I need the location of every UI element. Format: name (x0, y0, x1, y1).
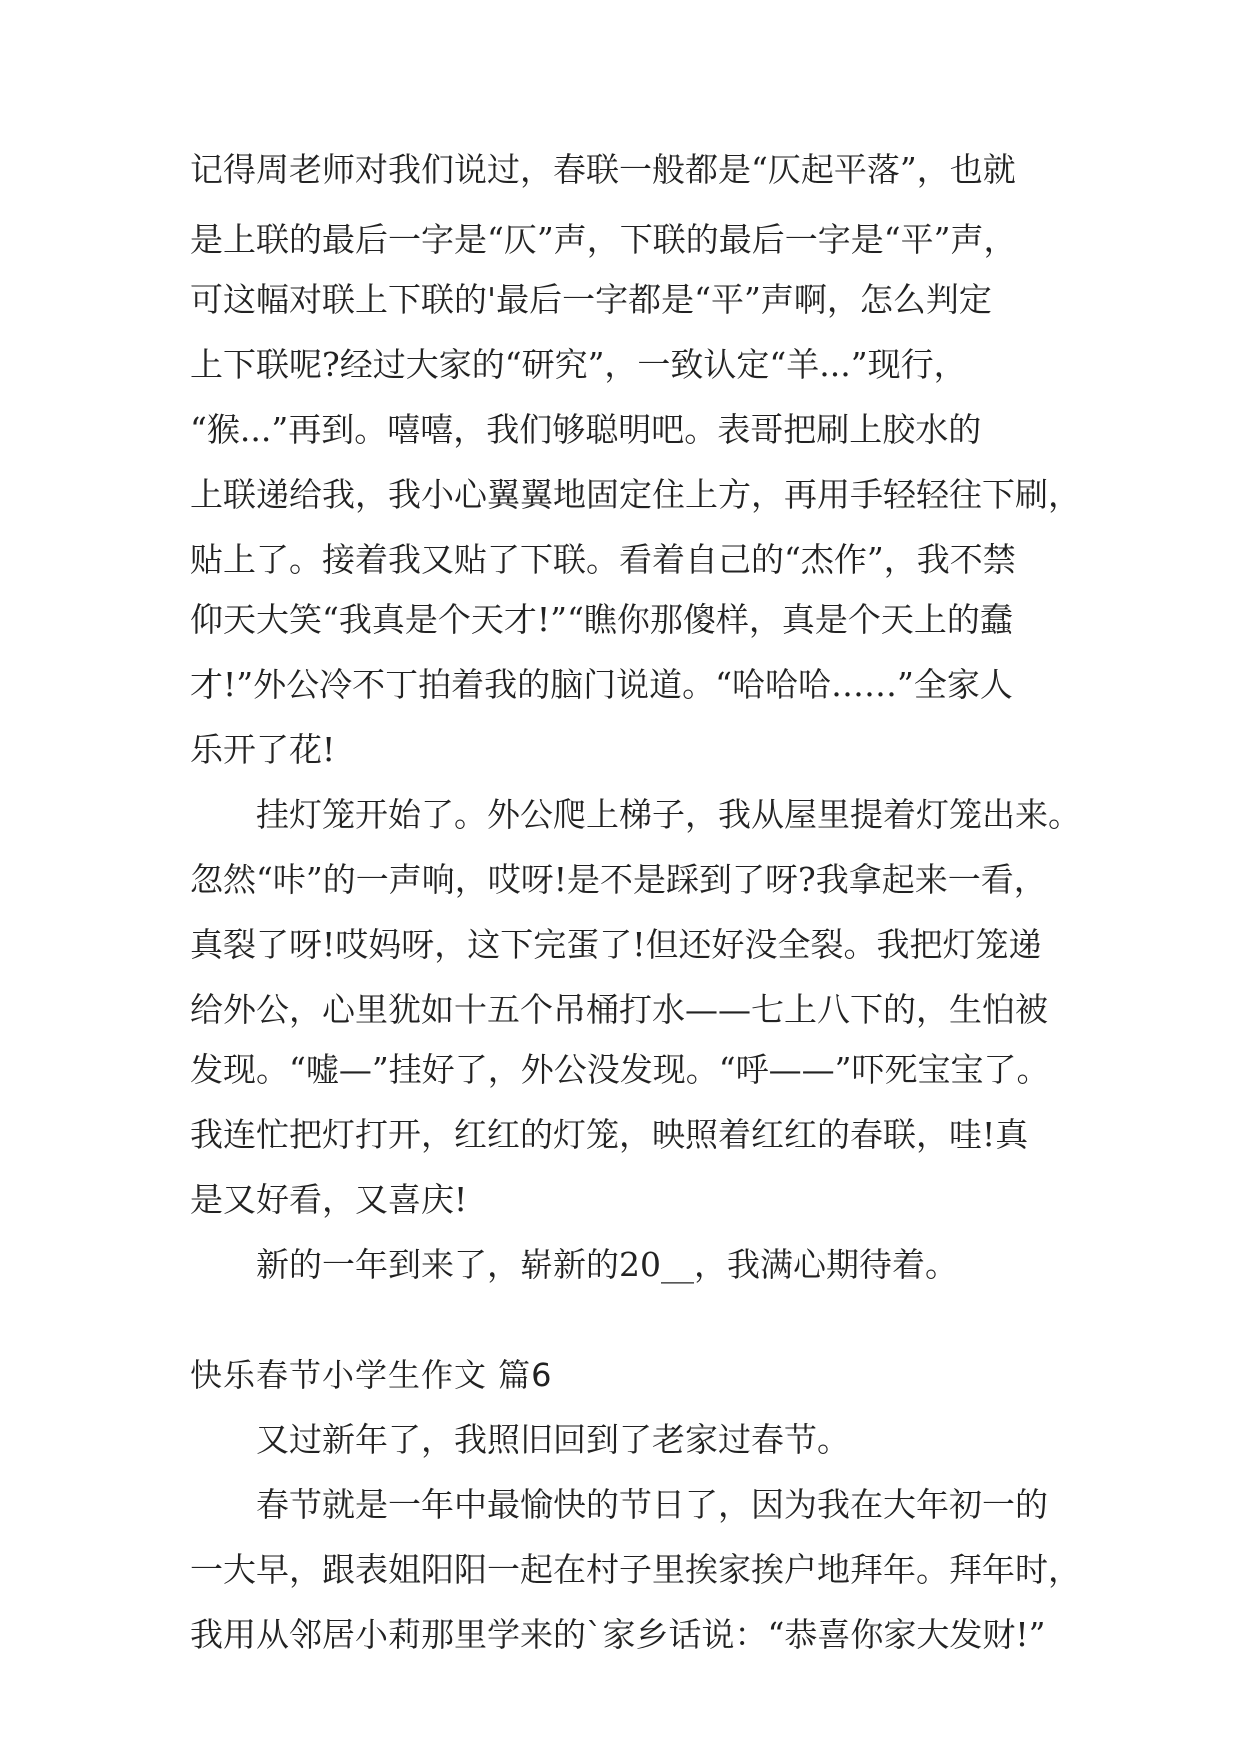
paragraph-start-line: 挂灯笼开始了。外公爬上梯子，我从屋里提着灯笼出来。 (256, 795, 1081, 834)
text-line: 我用从邻居小莉那里学来的`家乡话说：“恭喜你家大发财!” (190, 1615, 1046, 1654)
text-line: 才!”外公冷不丁拍着我的脑门说道。“哈哈哈……”全家人 (190, 665, 1013, 704)
text-line: 乐开了花! (190, 730, 336, 769)
text-line: 上联递给我，我小心翼翼地固定住上方，再用手轻轻往下刷， (190, 475, 1081, 514)
section-heading: 快乐春节小学生作文 篇6 (190, 1356, 553, 1394)
text-line: 记得周老师对我们说过，春联一般都是“仄起平落”，也就 (190, 150, 1016, 189)
text-line: 仰天大笑“我真是个天才!”“瞧你那傻样，真是个天上的蠢 (190, 600, 1013, 639)
text-line: 是又好看，又喜庆! (190, 1180, 468, 1219)
text-line: 可这幅对联上下联的'最后一字都是“平”声啊，怎么判定 (190, 280, 992, 319)
text-line: 我连忙把灯打开，红红的灯笼，映照着红红的春联，哇!真 (190, 1115, 1029, 1154)
text-line: 一大早，跟表姐阳阳一起在村子里挨家挨户地拜年。拜年时， (190, 1550, 1081, 1589)
text-line: 发现。“嘘—”挂好了，外公没发现。“呼——”吓死宝宝了。 (190, 1050, 1050, 1089)
text-line: 给外公，心里犹如十五个吊桶打水——七上八下的，生怕被 (190, 990, 1048, 1029)
text-line: 上下联呢?经过大家的“研究”，一致认定“羊...”现行， (190, 345, 967, 384)
paragraph-start-line: 新的一年到来了，崭新的20__，我满心期待着。 (256, 1245, 958, 1284)
text-line: 是上联的最后一字是“仄”声，下联的最后一字是“平”声， (190, 220, 1017, 259)
text-line: “猴...”再到。嘻嘻，我们够聪明吧。表哥把刷上胶水的 (190, 410, 982, 449)
text-line: 真裂了呀!哎妈呀，这下完蛋了!但还好没全裂。我把灯笼递 (190, 925, 1042, 964)
paragraph-start-line: 又过新年了，我照旧回到了老家过春节。 (256, 1420, 850, 1459)
paragraph-start-line: 春节就是一年中最愉快的节日了，因为我在大年初一的 (256, 1485, 1048, 1524)
text-line: 贴上了。接着我又贴了下联。看着自己的“杰作”，我不禁 (190, 540, 1016, 579)
text-line: 忽然“咔”的一声响，哎呀!是不是踩到了呀?我拿起来一看， (190, 860, 1047, 899)
